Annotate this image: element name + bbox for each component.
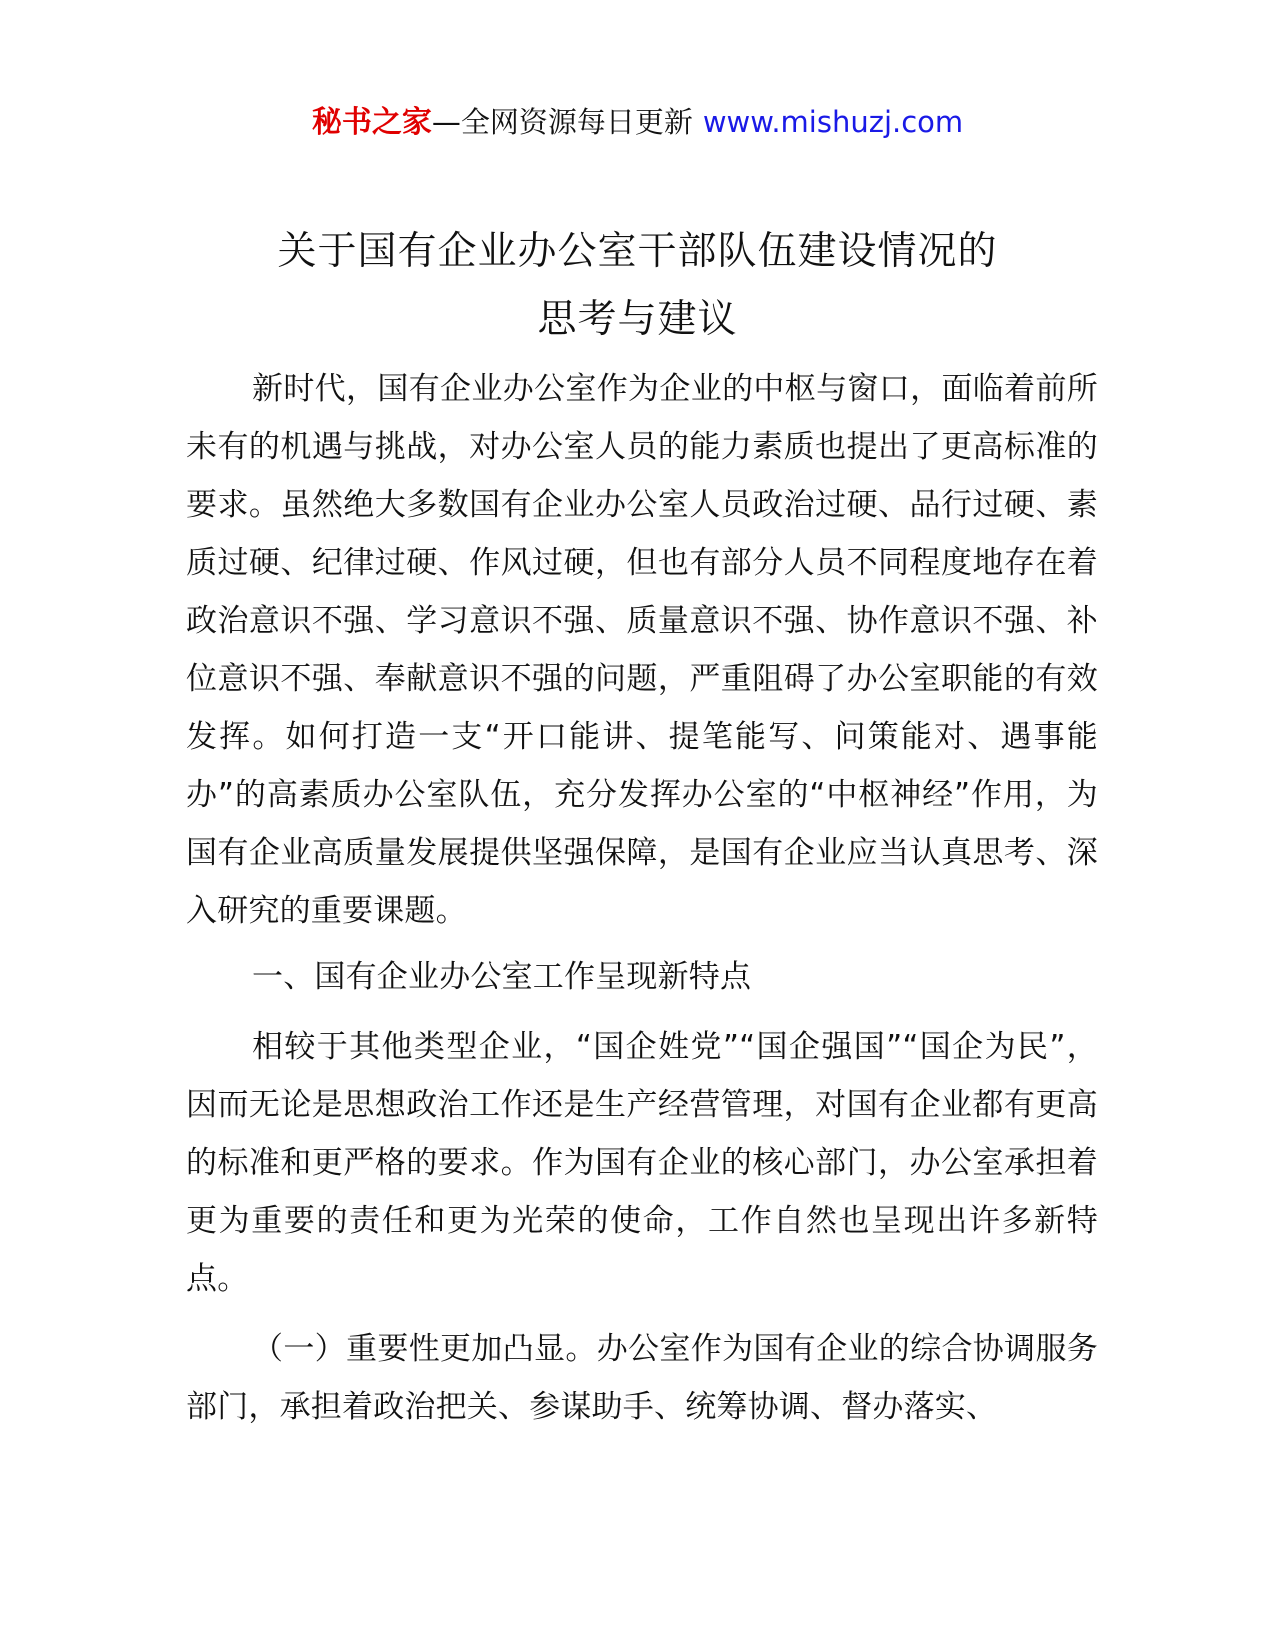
document-body [186,360,1098,1436]
site-url-link[interactable]: www.mishuzj.com [702,105,964,139]
section-heading-1: 一、国有企业办公室工作呈现新特点 [252,959,752,995]
body-paragraph-section-1: 相较于其他类型企业，“国企姓党”“国企强国”“国企为民”，因而无论是思想政治工作还是生产经营管理，对国有企业都有更高的标准和更严格的要求。作为国有企业的核心部门，办公室承担着更为重要的责任和更为光荣的使命，工作自然也呈现出许多新特点。 [186,1029,1098,1297]
body-paragraph-intro: 新时代，国有企业办公室作为企业的中枢与窗口，面临着前所未有的机遇与挑战，对办公室人员的能力素质也提出了更高标准的要求。虽然绝大多数国有企业办公室人员政治过硬、品行过硬、素质过硬、纪律过硬、作风过硬，但也有部分人员不同程度地存在着政治意识不强、学习意识不强、质量意识不强、协作意识不强、补位意识不强、奉献意识不强的问题，严重阻碍了办公室职能的有效发挥。如何打造一支“开口能讲、提笔能写、问策能对、遇事能办”的高素质办公室队伍，充分发挥办公室的“中枢神经”作用，为国有企业高质量发展提供坚强保障，是国有企业应当认真思考、深入研究的重要课题。 [186,371,1098,929]
site-tagline: —全网资源每日更新 [431,105,693,139]
body-paragraph-subsection-1: （一）重要性更加凸显。办公室作为国有企业的综合协调服务部门，承担着政治把关、参谋助手、统筹协调、督办落实、 [186,1331,1098,1425]
site-brand: 秘书之家 [311,105,432,140]
document-title-line-2: 思考与建议 [537,297,738,342]
document-title-line-1: 关于国有企业办公室干部队伍建设情况的 [277,229,998,274]
site-header [0,100,1275,145]
